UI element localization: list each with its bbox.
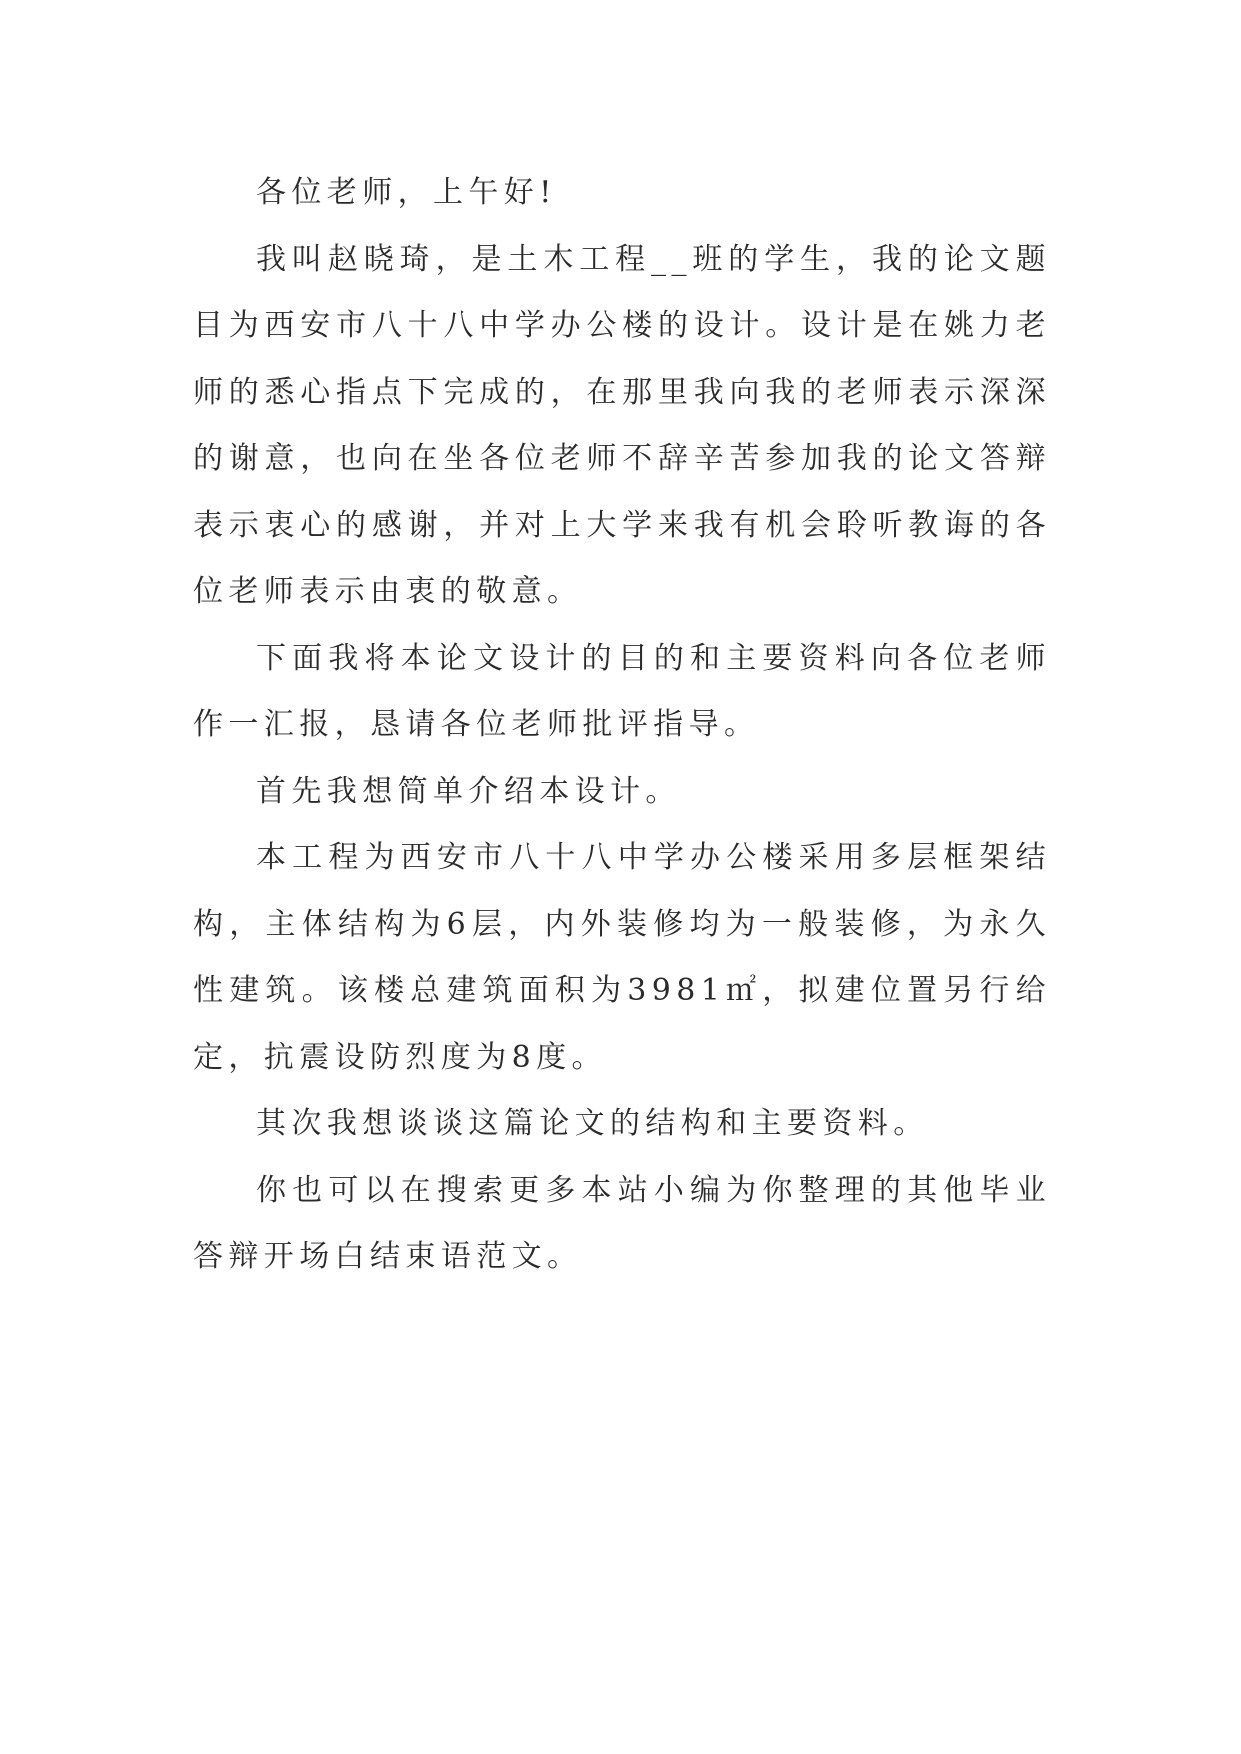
report-purpose-paragraph: 下面我将本论文设计的目的和主要资料向各位老师作一汇报，恳请各位老师批评指导。 <box>193 640 1051 742</box>
design-intro-paragraph: 首先我想简单介绍本设计。 <box>256 773 681 809</box>
introduction-paragraph: 我叫赵晓琦，是土木工程__班的学生，我的论文题目为西安市八十八中学办公楼的设计。设计是在姚力老师的悉心指点下完成的，在那里我向我的老师表示深深的谢意，也向在坐各位老师不辞辛苦参加我的论文答辩表示衷心的感谢，并对上大学来我有机会聆听教诲的各位老师表示由衷的敬意。 <box>193 241 1051 609</box>
greeting-paragraph: 各位老师，上午好! <box>256 175 557 210</box>
project-description-paragraph: 本工程为西安市八十八中学办公楼采用多层框架结构，主体结构为6层，内外装修均为一般装修，为永久性建筑。该楼总建筑面积为3981㎡，拟建位置另行给定，抗震设防烈度为8度。 <box>193 840 1051 1075</box>
structure-paragraph: 其次我想谈谈这篇论文的结构和主要资料。 <box>256 1106 929 1141</box>
closing-paragraph: 你也可以在搜索更多本站小编为你整理的其他毕业答辩开场白结束语范文。 <box>193 1172 1051 1274</box>
document-body <box>193 160 1051 1291</box>
